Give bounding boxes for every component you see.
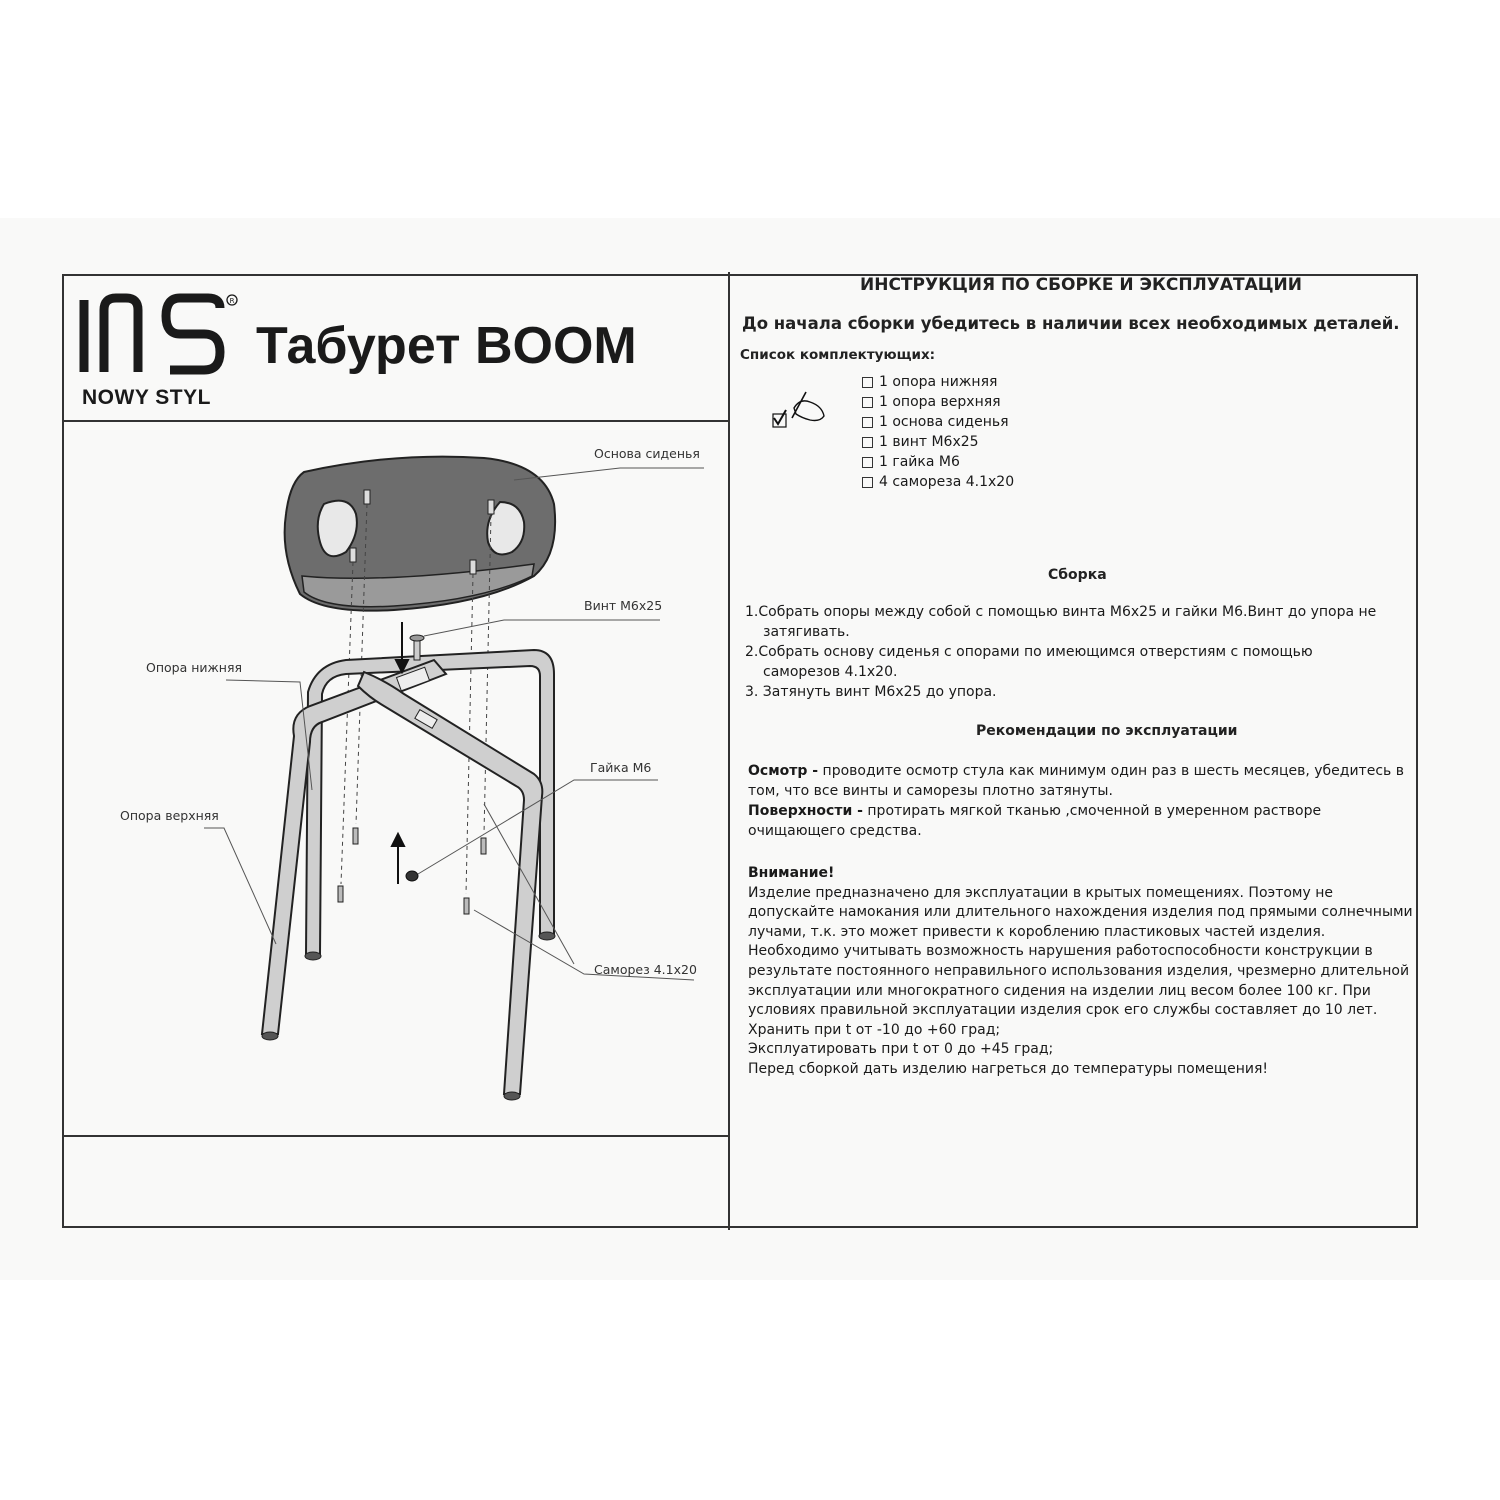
hand-with-pen-icon: [770, 388, 830, 438]
label-nut: Гайка М6: [590, 760, 652, 775]
surfaces-paragraph: Поверхности - протирать мягкой тканью ,смоченной в умеренном растворе очищающего средства.: [748, 803, 1322, 839]
checkbox[interactable]: [862, 457, 873, 468]
footer-divider: [62, 1135, 730, 1137]
recommendations-title: Рекомендации по эксплуатации: [976, 723, 1238, 739]
assembly-steps: [745, 602, 1415, 702]
assembly-title: Сборка: [1048, 567, 1107, 583]
parts-list-title: Список комплектующих:: [740, 347, 936, 363]
warm-up-notice: Перед сборкой дать изделию нагреться до температуры помещения!: [748, 1060, 1268, 1077]
nowy-styl-logo: [70, 290, 240, 380]
list-item[interactable]: 1 основа сиденья: [862, 412, 1014, 432]
warning-title: Внимание!: [748, 865, 835, 881]
inspection-paragraph: Осмотр - проводите осмотр стула как минимум один раз в шесть месяцев, убедитесь в том, что все винты и саморезы плотно затянуты.: [748, 763, 1404, 799]
checkbox[interactable]: [862, 437, 873, 448]
assembly-diagram: [64, 424, 728, 1132]
list-item[interactable]: 1 гайка М6: [862, 452, 1014, 472]
list-item[interactable]: 4 самореза 4.1х20: [862, 472, 1014, 492]
checkbox[interactable]: [862, 397, 873, 408]
list-item: затягивать.: [763, 624, 850, 640]
list-item: 1.Собрать опоры между собой с помощью винта М6х25 и гайки М6.Винт до упора не: [745, 604, 1377, 620]
label-screw: Винт М6х25: [584, 598, 663, 613]
column-divider: [728, 272, 730, 1230]
list-item: 2.Собрать основу сиденья с опорами по имеющимся отверстиям с помощью: [745, 644, 1313, 660]
brand-name: NOWY STYL: [82, 386, 211, 409]
checkbox[interactable]: [862, 477, 873, 488]
label-lower-support: Опора нижняя: [146, 660, 242, 675]
list-item[interactable]: 1 опора нижняя: [862, 372, 1014, 392]
list-item[interactable]: 1 опора верхняя: [862, 392, 1014, 412]
product-title: Табурет BOOM: [256, 317, 637, 375]
label-self-tapping-screw: Саморез 4.1х20: [594, 962, 697, 977]
warning-text-1: Изделие предназначено для эксплуатации в крытых помещениях. Поэтому не допускайте намокания или длительного нахождения изделия под прямыми солнечными лучами, т.к. это может привести к короблению пластиковых частей изделия.: [748, 884, 1413, 940]
label-upper-support: Опора верхняя: [120, 808, 219, 823]
label-seat-base: Основа сиденья: [594, 446, 700, 461]
parts-list: [862, 372, 1014, 492]
storage-temperature: Хранить при t от -10 до +60 град;: [748, 1021, 1001, 1038]
list-item[interactable]: 1 винт М6х25: [862, 432, 1014, 452]
list-item: 3. Затянуть винт М6х25 до упора.: [745, 684, 997, 700]
header-divider: [62, 420, 730, 422]
warning-text-2: Необходимо учитывать возможность нарушения работоспособности конструкции в результате постоянного неправильного использования изделия, чрезмерно длительной эксплуатации или многократного сидения на изделии лиц весом более 100 кг. При условиях правильной эксплуатации изделия срок его службы составляет до 10 лет.: [748, 943, 1410, 1019]
warning-block: [748, 864, 1420, 1080]
checkbox[interactable]: [862, 377, 873, 388]
instructions-title: ИНСТРУКЦИЯ ПО СБОРКЕ И ЭКСПЛУАТАЦИИ: [860, 275, 1302, 295]
checkbox[interactable]: [862, 417, 873, 428]
svg-text:R: R: [229, 296, 235, 305]
list-item: саморезов 4.1х20.: [763, 664, 898, 680]
operation-temperature: Эксплуатировать при t от 0 до +45 град;: [748, 1041, 1054, 1058]
check-parts-notice: До начала сборки убедитесь в наличии всех необходимых деталей.: [742, 314, 1400, 333]
